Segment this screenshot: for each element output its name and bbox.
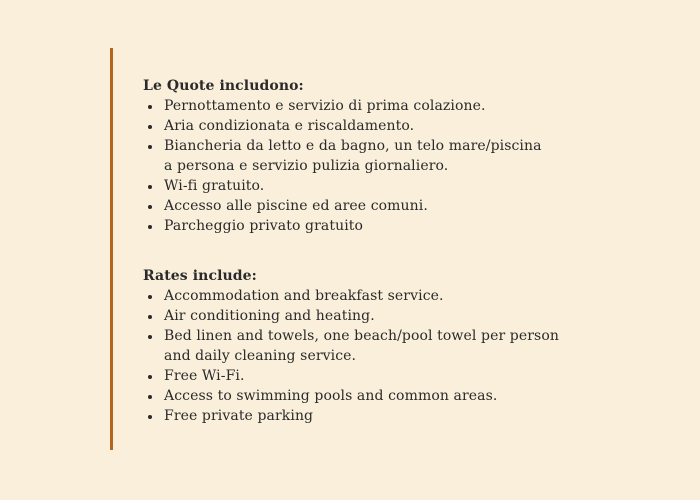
list-item: Biancheria da letto e da bagno, un telo mare/piscina a persona e servizio pulizia giornaliero.	[143, 136, 544, 176]
list-item: Air conditioning and heating.	[143, 306, 663, 326]
list-item: Free private parking	[143, 406, 663, 426]
list-item: Free Wi-Fi.	[143, 366, 663, 386]
english-heading: Rates include:	[143, 268, 257, 284]
accent-vertical-rule	[110, 48, 113, 450]
italian-heading: Le Quote includono:	[143, 78, 304, 94]
italian-section	[143, 76, 663, 236]
list-item: Pernottamento e servizio di prima colazione.	[143, 96, 663, 116]
list-item: Aria condizionata e riscaldamento.	[143, 116, 663, 136]
rates-content	[143, 76, 663, 426]
list-item: Access to swimming pools and common areas.	[143, 386, 663, 406]
list-item: Wi-fi gratuito.	[143, 176, 663, 196]
english-section	[143, 266, 663, 426]
list-item: Bed linen and towels, one beach/pool towel per person and daily cleaning service.	[143, 326, 584, 366]
english-list	[143, 286, 663, 426]
list-item: Accommodation and breakfast service.	[143, 286, 663, 306]
list-item: Accesso alle piscine ed aree comuni.	[143, 196, 663, 216]
italian-list	[143, 96, 663, 236]
list-item: Parcheggio privato gratuito	[143, 216, 663, 236]
